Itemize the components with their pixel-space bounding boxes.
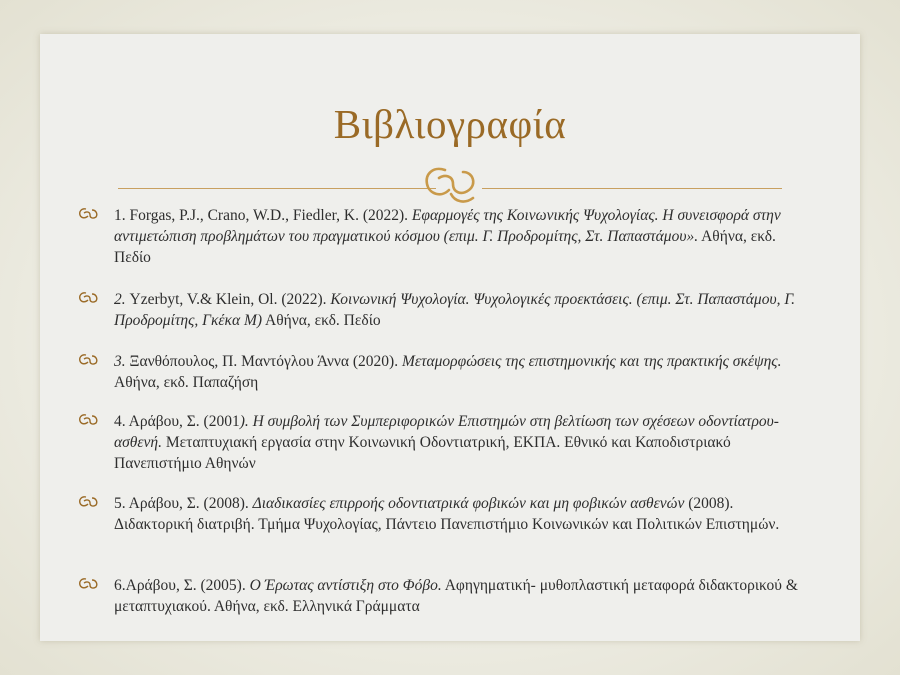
reference-plain: Αθήνα, εκδ. Παπαζήση xyxy=(114,374,259,391)
flourish-bullet-icon xyxy=(78,206,98,222)
reference-plain: Yzerbyt, V.& Klein, Ol. (2022). xyxy=(129,291,331,308)
reference-text xyxy=(114,205,814,268)
reference-text xyxy=(114,289,814,331)
reference-italic: Διαδικασίες επιρροής οδοντιατρικά φοβικών και μη φοβικών ασθενών xyxy=(252,495,685,512)
flourish-bullet-icon xyxy=(78,494,98,510)
slide-title: Βιβλιογραφία xyxy=(333,101,567,147)
flourish-bullet-icon xyxy=(78,576,98,592)
reference-plain: (2008). Διδακτορική διατριβή. Τμήμα Ψυχολογίας, Πάντειο Πανεπιστήμιο Κοινωνικών και Πολιτικών Επιστημών. xyxy=(114,495,780,533)
reference-text xyxy=(114,351,814,393)
flourish-bullet-icon xyxy=(78,352,98,368)
flourish-bullet-icon xyxy=(78,290,98,306)
reference-number: 3. xyxy=(114,353,130,370)
reference-text xyxy=(114,575,814,617)
reference-italic: Ο Έρωτας αντίστιξη στο Φόβο. xyxy=(249,577,442,594)
reference-plain: Αθήνα, εκδ. Πεδίο xyxy=(114,228,776,266)
reference-plain: 4. Αράβου, Σ. (2001 xyxy=(114,413,240,430)
reference-italic: Μεταμορφώσεις της επιστημονικής και της πρακτικής σκέψης. xyxy=(401,353,782,370)
title-divider-left xyxy=(118,188,436,189)
reference-text xyxy=(114,493,814,535)
flourish-ornament-icon xyxy=(421,160,481,206)
reference-number: 2. xyxy=(114,291,130,308)
reference-plain: Μεταπτυχιακή εργασία στην Κοινωνική Οδοντιατρική, ΕΚΠΑ. Εθνικό και Καποδιστριακό Πανεπιστήμιο Αθηνών xyxy=(114,434,731,472)
title-divider-right xyxy=(482,188,782,189)
reference-plain: 1. Forgas, P.J., Crano, W.D., Fiedler, K. (2022). xyxy=(114,207,412,224)
reference-italic: Κοινωνική Ψυχολογία. Ψυχολογικές προεκτάσεις. (επιμ. Στ. Παπαστάμου, Γ. Προδρομίτης, Γκέκα Μ) xyxy=(114,291,796,329)
reference-plain: Αφηγηματική- μυθοπλαστική μεταφορά διδακτορικού & μεταπτυχιακού. Αθήνα, εκδ. Ελληνικά Γράμματα xyxy=(114,577,798,615)
reference-text xyxy=(114,411,814,474)
reference-plain: 5. Αράβου, Σ. (2008). xyxy=(114,495,253,512)
flourish-bullet-icon xyxy=(78,412,98,428)
reference-plain: Αθήνα, εκδ. Πεδίο xyxy=(262,312,381,329)
reference-italic: Εφαρμογές της Κοινωνικής Ψυχολογίας. Η συνεισφορά στην αντιμετώπιση προβλημάτων του πραγματικού κόσμου (επιμ. Γ. Προδρομίτης, Στ. Παπαστάμου». xyxy=(114,207,781,245)
reference-plain: 6.Αράβου, Σ. (2005). xyxy=(114,577,250,594)
reference-plain: Ξανθόπουλος, Π. Μαντόγλου Άννα (2020). xyxy=(129,353,402,370)
reference-italic: ). Η συμβολή των Συμπεριφορικών Επιστημών στη βελτίωση των σχέσεων οδοντίατρου-ασθενή. xyxy=(114,413,779,451)
